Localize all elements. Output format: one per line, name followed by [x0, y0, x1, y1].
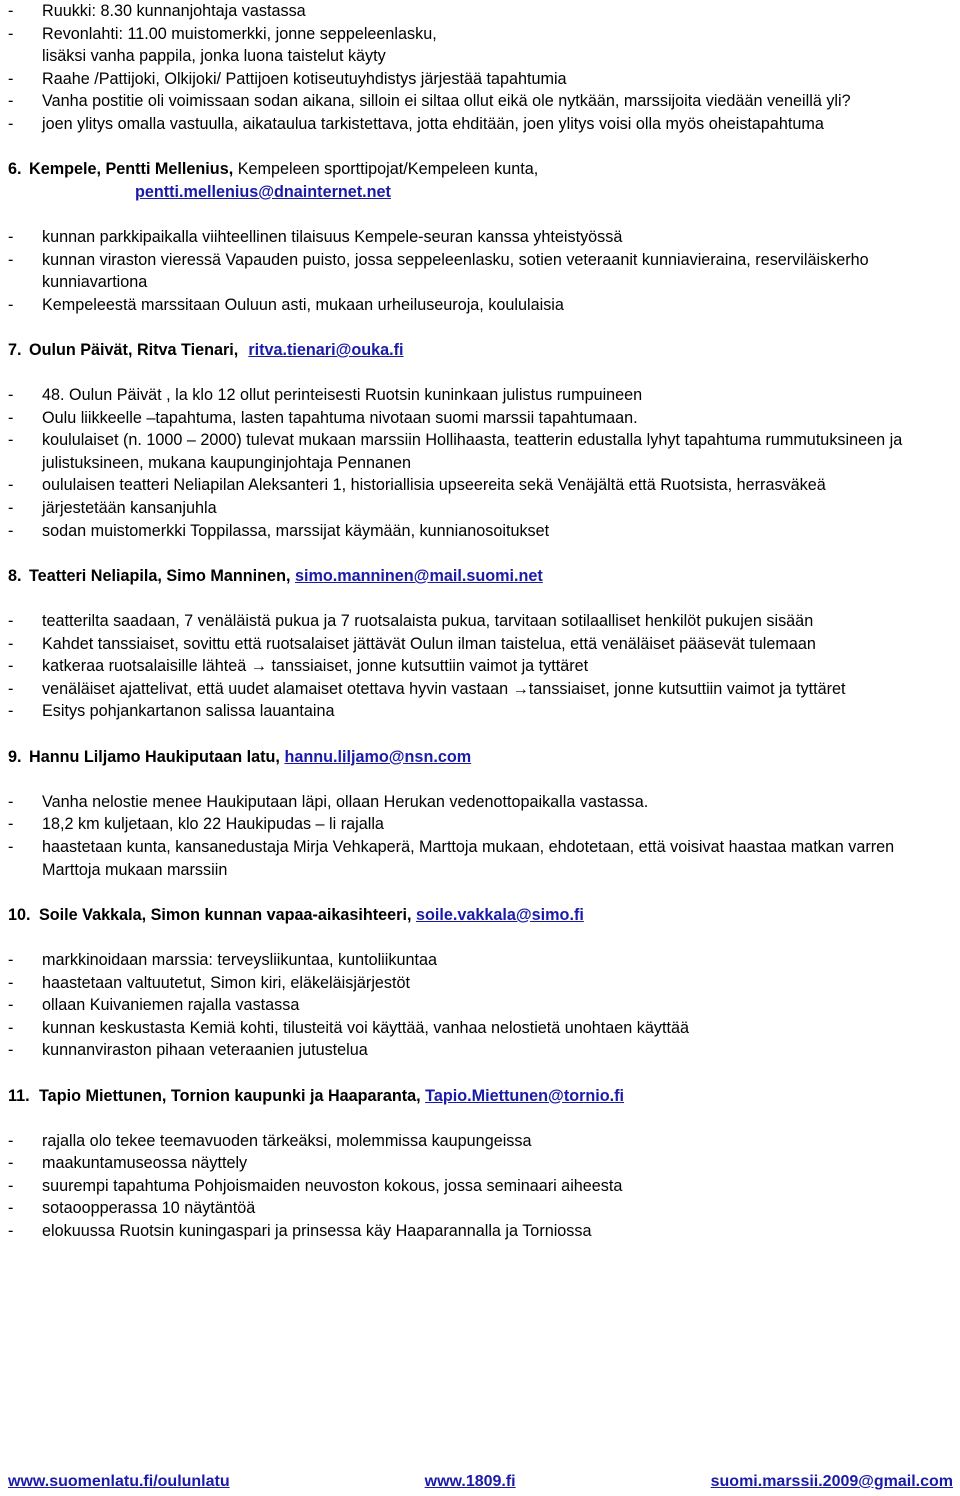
- list-item: - kunnan keskustasta Kemiä kohti, tilusteitä voi käyttää, vanhaa nelostietä unohtaen käyttää: [8, 1018, 690, 1037]
- section-name: Kempele, Pentti Mellenius,: [29, 160, 234, 179]
- list-item: - kunnanviraston pihaan veteraanien jutustelua: [8, 1041, 368, 1060]
- list-item: - elokuussa Ruotsin kuningaspari ja prinsessa käy Haaparannalla ja Torniossa: [8, 1222, 592, 1241]
- list-item: - järjestetään kansanjuhla: [8, 499, 217, 518]
- list-item-continuation: lisäksi vanha pappila, jonka luona taistelut käyty: [42, 47, 386, 66]
- email-link[interactable]: pentti.mellenius@dnainternet.net: [135, 182, 391, 201]
- list-item: - 48. Oulun Päivät , la klo 12 ollut perinteisesti Ruotsin kuninkaan julistus rumpuineen: [8, 386, 643, 405]
- list-item: - kunnan parkkipaikalla viihteellinen tilaisuus Kempele-seuran kanssa yhteistyössä: [8, 227, 623, 246]
- list-item: - Kahdet tanssiaiset, sovittu että ruotsalaiset jättävät Oulun ilman taistelua, että venäläiset pääsevät tulemaan: [8, 634, 816, 653]
- list-item: - Esitys pohjankartanon salissa lauantaina: [8, 702, 335, 721]
- email-link[interactable]: ritva.tienari@ouka.fi: [248, 340, 404, 359]
- email-link[interactable]: simo.manninen@mail.suomi.net: [294, 566, 543, 585]
- list-item: - haastetaan valtuutetut, Simon kiri, eläkeläisjärjestöt: [8, 973, 411, 992]
- list-item: - joen ylitys omalla vastuulla, aikataulua tarkistettava, jotta ehditään, joen ylitys voisi olla myös oheistapahtuma: [8, 114, 824, 133]
- section-name: Hannu Liljamo Haukiputaan latu,: [29, 747, 280, 766]
- section-name: Tapio Miettunen, Tornion kaupunki ja Haaparanta,: [39, 1086, 421, 1105]
- page-footer: [8, 1472, 953, 1492]
- email-link[interactable]: Tapio.Miettunen@tornio.fi: [425, 1086, 625, 1105]
- list-item: - suurempi tapahtuma Pohjoismaiden neuvoston kokous, jossa seminaari aiheesta: [8, 1176, 623, 1195]
- section-name: Teatteri Neliapila, Simo Manninen,: [29, 566, 291, 585]
- list-item: - Ruukki: 8.30 kunnanjohtaja vastassa: [8, 2, 306, 20]
- section-heading: 10. Soile Vakkala, Simon kunnan vapaa-aikasihteeri, soile.vakkala@simo.fi: [8, 905, 584, 924]
- list-item: - sodan muistomerkki Toppilassa, marssijat käymään, kunnianosoitukset: [8, 521, 550, 540]
- section-name: Oulun Päivät, Ritva Tienari,: [29, 340, 239, 359]
- list-item: - katkeraa ruotsalaisille lähteä → tanssiaiset, jonne kutsuttiin vaimot ja tyttäret: [8, 657, 589, 676]
- list-item: - oululaisen teatteri Neliapilan Aleksanteri 1, historiallisia upseereita sekä Venäjältä että Ruotsista, herrasväkeä: [8, 476, 826, 495]
- list-item: - haastetaan kunta, kansanedustaja Mirja Vehkaperä, Marttoja mukaan, ehdotetaan, että voisivat haastaa matkan varren Marttoja mukaan marssiin: [8, 837, 895, 879]
- footer-link-suomenlatu[interactable]: www.suomenlatu.fi/oulunlatu: [8, 1473, 230, 1490]
- section-organization: Kempeleen sporttipojat/Kempeleen kunta,: [237, 160, 539, 179]
- email-link[interactable]: hannu.liljamo@nsn.com: [284, 747, 472, 766]
- list-item: - maakuntamuseossa näyttely: [8, 1154, 248, 1173]
- section-heading: 8. Teatteri Neliapila, Simo Manninen, simo.manninen@mail.suomi.net: [8, 566, 543, 585]
- section-heading: 7. Oulun Päivät, Ritva Tienari, ritva.tienari@ouka.fi: [8, 340, 404, 359]
- list-item: - Kempeleestä marssitaan Ouluun asti, mukaan urheiluseuroja, koululaisia: [8, 295, 564, 314]
- list-item: - koululaiset (n. 1000 – 2000) tulevat mukaan marssiin Hollihaasta, teatterin edustalla lyhyt tapahtuma rummutuksineen ja julistuksineen, mukana kaupunginjohtaja Pennanen: [8, 431, 903, 472]
- footer-email-link[interactable]: suomi.marssii.2009@gmail.com: [710, 1473, 953, 1490]
- section-heading: 6. Kempele, Pentti Mellenius, Kempeleen sporttipojat/Kempeleen kunta,: [8, 160, 539, 179]
- section-heading: 11. Tapio Miettunen, Tornion kaupunki ja Haaparanta, Tapio.Miettunen@tornio.fi: [8, 1086, 625, 1105]
- list-item: - Raahe /Pattijoki, Olkijoki/ Pattijoen kotiseutuyhdistys järjestää tapahtumia: [8, 69, 567, 88]
- list-item: - kunnan viraston vieressä Vapauden puisto, jossa seppeleenlasku, sotien veteraanit kunniavieraina, reserviläiskerho kunniavartiona: [8, 250, 869, 292]
- list-item: - rajalla olo tekee teemavuoden tärkeäksi, molemmissa kaupungeissa: [8, 1131, 532, 1150]
- list-item: - sotaoopperassa 10 näytäntöä: [8, 1199, 256, 1218]
- section-heading: 9. Hannu Liljamo Haukiputaan latu, hannu.liljamo@nsn.com: [8, 747, 472, 766]
- list-item: - markkinoidaan marssia: terveysliikuntaa, kuntoliikuntaa: [8, 950, 437, 969]
- list-item: - ollaan Kuivaniemen rajalla vastassa: [8, 996, 300, 1015]
- footer-link-1809[interactable]: www.1809.fi: [424, 1473, 516, 1490]
- list-item: - Oulu liikkeelle –tapahtuma, lasten tapahtuma nivotaan suomi marssii tapahtumaan.: [8, 408, 638, 427]
- list-item: - Vanha postitie oli voimissaan sodan aikana, silloin ei siltaa ollut eikä ole nytkään, marssijoita viedään veneillä yli?: [8, 92, 851, 111]
- document-body: [8, 0, 953, 1243]
- list-item: - teatterilta saadaan, 7 venäläistä pukua ja 7 ruotsalaista pukua, tarvitaan sotilaalliset henkilöt pukujen sisään: [8, 612, 814, 631]
- list-item: - Revonlahti: 11.00 muistomerkki, jonne seppeleenlasku,: [8, 24, 437, 43]
- list-item: - 18,2 km kuljetaan, klo 22 Haukipudas – li rajalla: [8, 815, 384, 834]
- section-name: Soile Vakkala, Simon kunnan vapaa-aikasihteeri,: [39, 905, 412, 924]
- list-item: - Vanha nelostie menee Haukiputaan läpi, ollaan Herukan vedenottopaikalla vastassa.: [8, 792, 649, 811]
- list-item: - venäläiset ajattelivat, että uudet alamaiset otettava hyvin vastaan →tanssiaiset, jonne kutsuttiin vaimot ja tyttäret: [8, 679, 846, 698]
- email-link[interactable]: soile.vakkala@simo.fi: [415, 905, 584, 924]
